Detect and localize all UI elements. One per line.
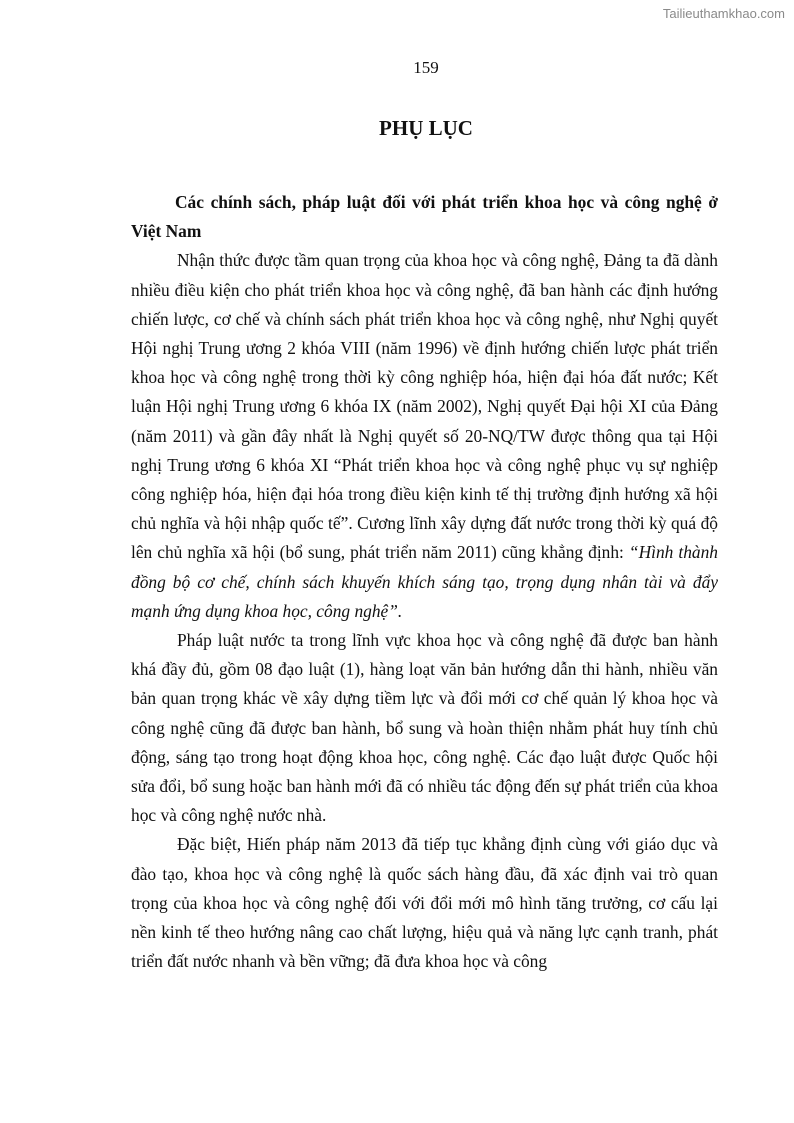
paragraph-1-text: Nhận thức được tầm quan trọng của khoa học và công nghệ, Đảng ta đã dành nhiều điều kiện cho phát triển khoa học và công nghệ, đã ban hành các định hướng chiến lược, cơ chế và chính sách phát triển khoa học và công nghệ, như Nghị quyết Hội nghị Trung ương 2 khóa VIII (năm 1996) về định hướng chiến lược phát triển khoa học và công nghệ trong thời kỳ công nghiệp hóa, hiện đại hóa đất nước; Kết luận Hội nghị Trung ương 6 khóa IX (năm 2002), Nghị quyết Đại hội XI của Đảng (năm 2011) và gần đây nhất là Nghị quyết số 20-NQ/TW được thông qua tại Hội nghị Trung ương 6 khóa XI “Phát triển khoa học và công nghệ phục vụ sự nghiệp công nghiệp hóa, hiện đại hóa trong điều kiện kinh tế thị trường định hướng xã hội chủ nghĩa và hội nhập quốc tế”. Cương lĩnh xây dựng đất nước trong thời kỳ quá độ lên chủ nghĩa xã hội (bổ sung, phát triển năm 2011) cũng khẳng định: [131,250,718,563]
paragraph-2: Pháp luật nước ta trong lĩnh vực khoa học và công nghệ đã được ban hành khá đầy đủ, gồm 08 đạo luật (1), hàng loạt văn bản hướng dẫn thi hành, nhiều văn bản quan trọng khác về xây dựng tiềm lực và đổi mới cơ chế quản lý khoa học và công nghệ cũng đã được ban hành, bổ sung và hoàn thiện nhằm phát huy tính chủ động, sáng tạo trong hoạt động khoa học, công nghệ. Các đạo luật được Quốc hội sửa đổi, bổ sung hoặc ban hành mới đã có nhiều tác động đến sự phát triển của khoa học và công nghệ nước nhà. [131,630,718,826]
page-number: 159 [413,58,439,77]
section-heading: Các chính sách, pháp luật đối với phát triển khoa học và công nghệ ở Việt Nam [131,192,718,242]
appendix-title: PHỤ LỤC [379,116,473,140]
document-body [131,188,718,976]
paragraph-3: Đặc biệt, Hiến pháp năm 2013 đã tiếp tục khẳng định cùng với giáo dục và đào tạo, khoa học và công nghệ là quốc sách hàng đầu, đã xác định vai trò quan trọng của khoa học và công nghệ đối với đổi mới mô hình tăng trưởng, cơ cấu lại nền kinh tế theo hướng nâng cao chất lượng, hiệu quả và năng lực cạnh tranh, phát triển đất nước nhanh và bền vững; đã đưa khoa học và công [131,834,718,972]
paragraph-1 [131,246,718,626]
watermark-text: Tailieuthamkhao.com [662,6,785,21]
paragraph-1-quote: “Hình thành đồng bộ cơ chế, chính sách khuyến khích sáng tạo, trọng dụng nhân tài và đẩy mạnh ứng dụng khoa học, công nghệ”. [131,542,718,621]
